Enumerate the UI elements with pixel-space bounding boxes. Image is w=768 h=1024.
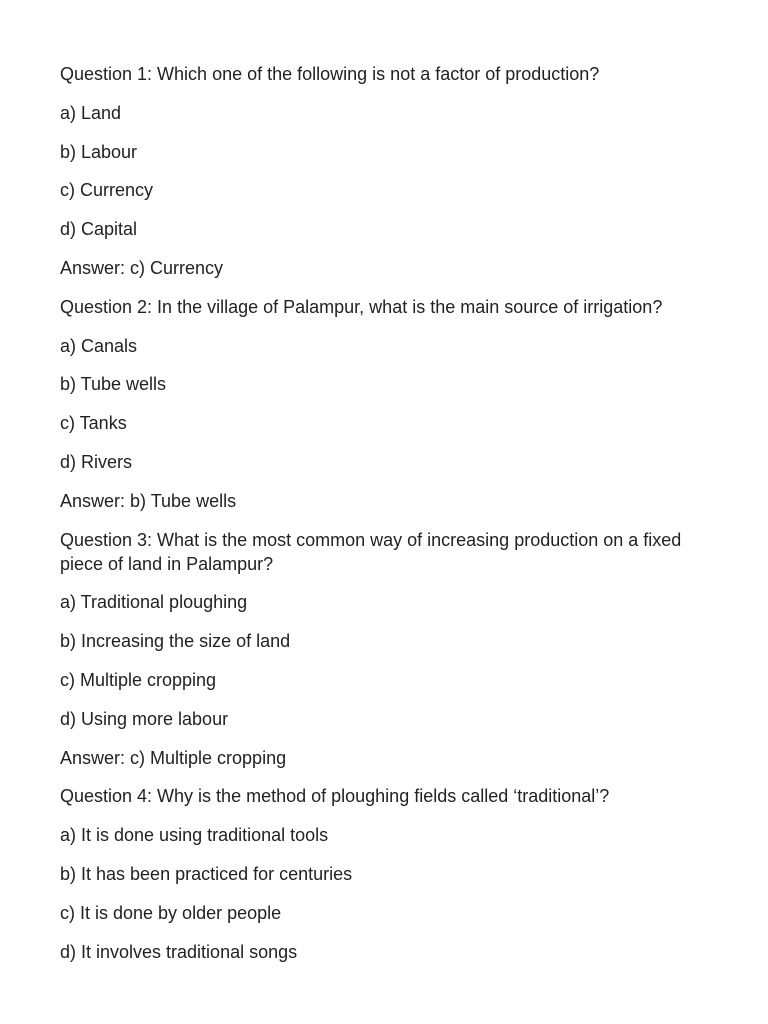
question-3-option-d: d) Using more labour: [60, 708, 229, 729]
question-1-answer: Answer: c) Currency: [60, 257, 224, 278]
question-1-option-c: c) Currency: [60, 180, 154, 201]
question-1-option-a: a) Land: [60, 102, 122, 123]
question-2-option-d: d) Rivers: [60, 451, 133, 472]
question-1-option-d: d) Capital: [60, 219, 138, 240]
question-4-text: Question 4: Why is the method of ploughing fields called ‘traditional’?: [60, 786, 610, 807]
document-page: [60, 62, 720, 978]
question-2-option-b: b) Tube wells: [60, 374, 167, 395]
question-2-option-a: a) Canals: [60, 335, 138, 356]
question-3-option-a: a) Traditional ploughing: [60, 592, 248, 613]
question-1-text: Question 1: Which one of the following is not a factor of production?: [60, 64, 600, 84]
question-2-text: Question 2: In the village of Palampur, what is the main source of irrigation?: [60, 296, 663, 317]
question-3-option-b: b) Increasing the size of land: [60, 631, 291, 652]
question-2-option-c: c) Tanks: [60, 413, 127, 434]
question-3-answer: Answer: c) Multiple cropping: [60, 747, 287, 768]
question-4-option-a: a) It is done using traditional tools: [60, 825, 329, 846]
question-1-option-b: b) Labour: [60, 141, 138, 162]
question-4-option-b: b) It has been practiced for centuries: [60, 863, 353, 884]
question-3-text: Question 3: What is the most common way of increasing production on a fixed piece of land in Palampur?: [60, 529, 682, 574]
question-4-option-c: c) It is done by older people: [60, 902, 282, 923]
question-2-answer: Answer: b) Tube wells: [60, 490, 237, 511]
question-4-option-d: d) It involves traditional songs: [60, 941, 298, 962]
question-3-option-c: c) Multiple cropping: [60, 669, 217, 690]
